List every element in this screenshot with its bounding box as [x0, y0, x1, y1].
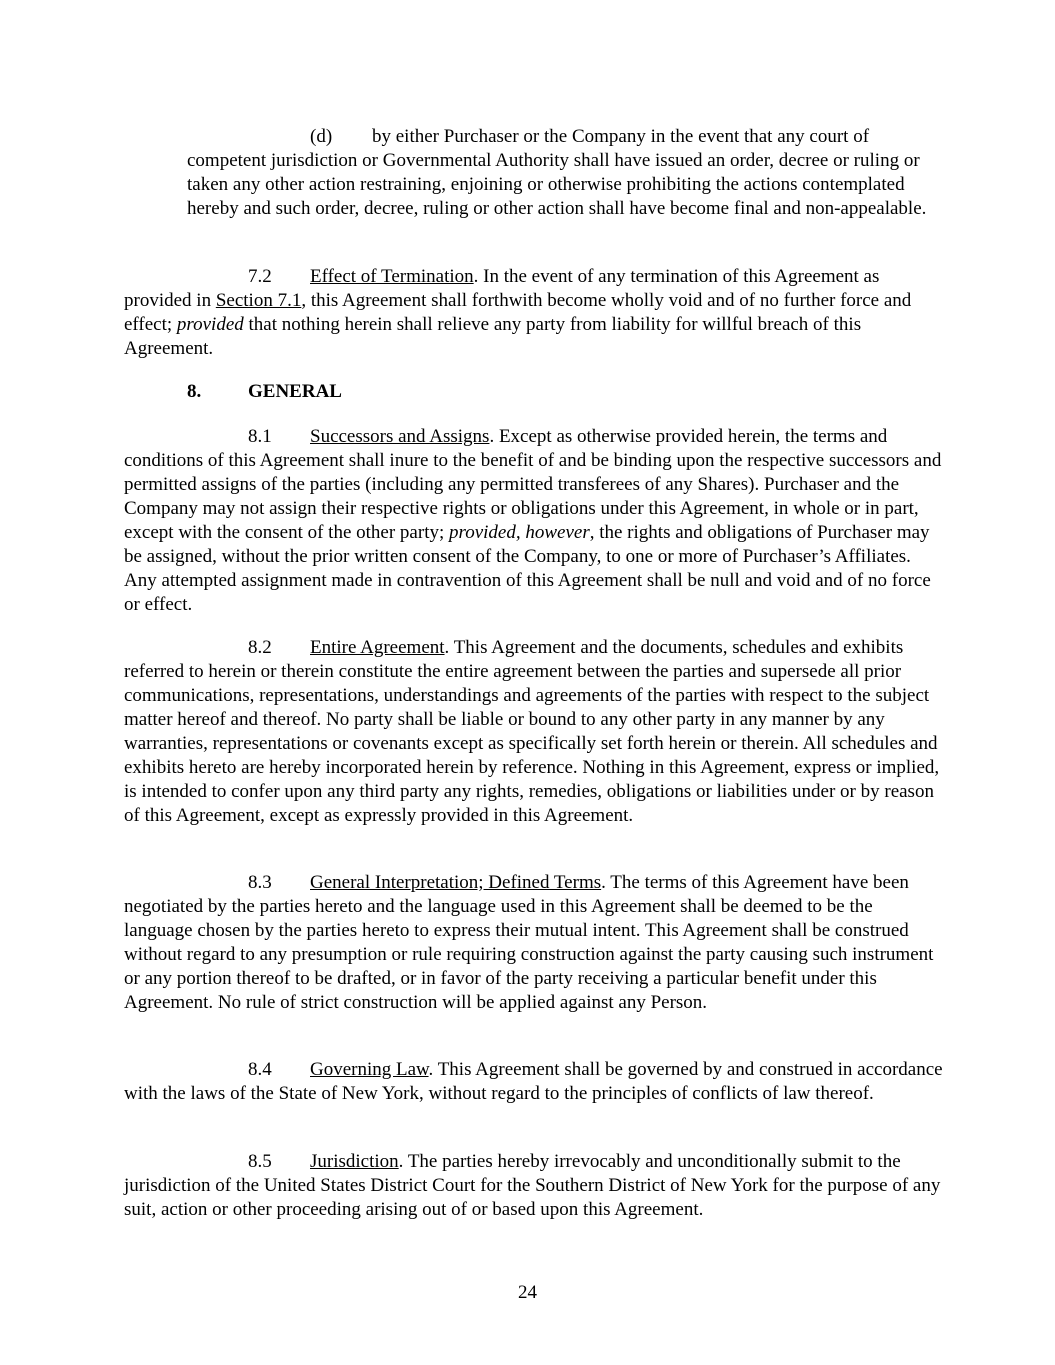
section-number: 7.2 [248, 266, 272, 287]
section-title: Jurisdiction [310, 1151, 399, 1172]
section-title: Effect of Termination [310, 266, 474, 287]
clause-7-1-d [187, 125, 944, 221]
section-text: . In the event of any termination of this Agreement as provided in [124, 266, 880, 311]
section-8-4 [124, 1058, 944, 1106]
section-8-5 [124, 1150, 944, 1222]
section-number: 8.4 [248, 1059, 272, 1080]
section-8-1 [124, 425, 944, 617]
section-title: Entire Agreement [310, 637, 445, 658]
section-7-2 [124, 265, 944, 361]
section-number: 8.3 [248, 872, 272, 893]
article-title: GENERAL [248, 381, 342, 402]
section-text: , the rights and obligations of Purchaser may be assigned, without the prior written consent of the Company, to one or more of Purchaser’s Affiliates. Any attempted assignment made in contravention of this Agreement shall be null and void and of no force or effect. [124, 522, 931, 615]
section-text: that nothing herein shall relieve any party from liability for willful breach of this Agreement. [124, 314, 862, 359]
section-number: 8.1 [248, 426, 272, 447]
section-text: . This Agreement and the documents, schedules and exhibits referred to herein or therein constitute the entire agreement between the parties and supersede all prior communications, representations, understandings and agreements of the parties with respect to the subject matter hereof and thereof. No party shall be liable or bound to any other party in any manner by any warranties, representations or covenants except as specifically set forth herein or therein. All schedules and exhibits hereto are hereby incorporated herein by reference. Nothing in this Agreement, express or implied, is intended to confer upon any third party any rights, remedies, obligations or liabilities under or by reason of this Agreement, except as expressly provided in this Agreement. [124, 637, 940, 826]
section-title: Governing Law [310, 1059, 429, 1080]
page-number: 24 [518, 1282, 537, 1303]
section-text: . The parties hereby irrevocably and unconditionally submit to the jurisdiction of the United States District Court for the Southern District of New York for the purpose of any suit, action or other proceeding arising out of or based upon this Agreement. [124, 1151, 941, 1220]
section-number: 8.5 [248, 1151, 272, 1172]
section-italic-term: provided [176, 314, 244, 335]
clause-label: (d) [310, 126, 333, 147]
article-number: 8. [187, 381, 202, 402]
section-text: . Except as otherwise provided herein, the terms and conditions of this Agreement shall inure to the benefit of and be binding upon the respective successors and permitted assigns of the parties (including any permitted transferees of any Shares). Purchaser and the Company may not assign their respective rights or obligations under this Agreement, in whole or in part, except with the consent of the other party; [124, 426, 942, 543]
section-title: General Interpretation; Defined Terms [310, 872, 602, 893]
section-text: , this Agreement shall forthwith become wholly void and of no further force and effect; [124, 290, 912, 335]
section-text: . The terms of this Agreement have been negotiated by the parties hereto and the language used in this Agreement shall be deemed to be the language chosen by the parties hereto to express their mutual intent. This Agreement shall be construed without regard to any presumption or rule requiring construction against the party causing such instrument or any portion thereof to be drafted, or in favor of the party receiving a particular benefit under this Agreement. No rule of strict construction will be applied against any Person. [124, 872, 934, 1013]
clause-text: competent jurisdiction or Governmental Authority shall have issued an order, decree or ruling or taken any other action restraining, enjoining or otherwise prohibiting the actions contemplated hereby and such order, decree, ruling or other action shall have become final and non-appealable. [187, 150, 927, 219]
section-8-3 [124, 871, 944, 1015]
section-text: . This Agreement shall be governed by and construed in accordance with the laws of the State of New York, without regard to the principles of conflicts of law thereof. [124, 1059, 943, 1104]
section-number: 8.2 [248, 637, 272, 658]
article-heading [187, 380, 342, 404]
section-reference-link: Section 7.1 [215, 290, 302, 311]
section-8-2 [124, 636, 944, 828]
section-title: Successors and Assigns [310, 426, 490, 447]
section-italic-term: provided, however [449, 522, 590, 543]
clause-text-first-line: by either Purchaser or the Company in the event that any court of [372, 126, 870, 147]
